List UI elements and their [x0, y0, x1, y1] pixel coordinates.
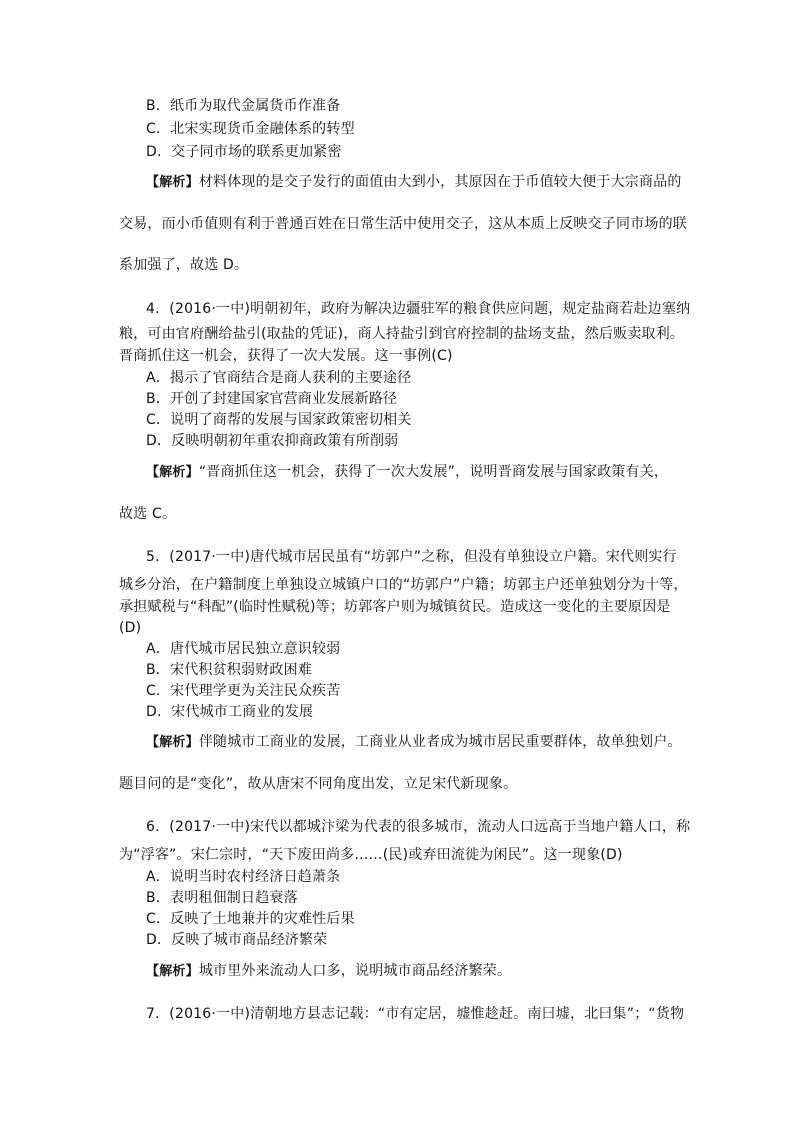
q6-analysis-line-1: 【解析】城市里外来流动人口多，说明城市商品经济繁荣。	[146, 963, 512, 979]
q4-option-b: B．开创了封建国家官营商业发展新路径	[146, 391, 398, 407]
q7-stem-line-1: 7．(2016·一中)清朝地方县志记载：“市有定居，墟惟趁赶。南曰墟，北曰集”；“货物	[146, 1006, 685, 1022]
q3-analysis-line-3: 系加强了，故选 D。	[119, 257, 249, 273]
q4-stem-line-2: 粮，可由官府酬给盐引(取盐的凭证)，商人持盐引到官府控制的盐场支盐，然后贩卖取利。	[119, 326, 685, 342]
q3-option-b: B．纸币为取代金属货币作准备	[146, 98, 341, 114]
q4-option-d: D．反映明朝初年重农抑商政策有所削弱	[146, 433, 399, 449]
q5-analysis-tag: 【解析】	[146, 735, 199, 750]
q6-stem-line-2: 为“浮客”。宋仁宗时，“天下废田尚多……(民)或弃田流徙为闲民”。这一现象(D)	[119, 847, 623, 863]
q6-option-b: B．表明租佃制日趋衰落	[146, 890, 298, 906]
q6-analysis-tag: 【解析】	[146, 964, 199, 979]
q5-stem-line-4: (D)	[119, 620, 142, 636]
q5-analysis-line-1: 【解析】伴随城市工商业的发展，工商业从业者成为城市居民重要群体，故单独划户。	[146, 734, 682, 750]
q4-stem-line-1: 4．(2016·一中)明朝初年，政府为解决边疆驻军的粮食供应问题，规定盐商若赴边塞纳	[146, 301, 691, 317]
q5-option-a: A．唐代城市居民独立意识较弱	[146, 641, 341, 657]
q4-analysis-line-2: 故选 C。	[119, 506, 177, 522]
q6-stem-line-1: 6．(2017·一中)宋代以都城汴梁为代表的很多城市，流动人口远高于当地户籍人口，称	[146, 819, 691, 835]
q4-analysis-line-1: 【解析】“晋商抓住这一机会，获得了一次大发展”，说明晋商发展与国家政策有关，	[146, 464, 669, 480]
q3-option-c: C．北宋实现货币金融体系的转型	[146, 121, 355, 137]
q4-option-c: C．说明了商帮的发展与国家政策密切相关	[146, 412, 412, 428]
q4-analysis-tag: 【解析】	[146, 465, 199, 480]
q5-option-d: D．宋代城市工商业的发展	[146, 704, 314, 720]
q6-option-d: D．反映了城市商品经济繁荣	[146, 932, 328, 948]
q5-option-c: C．宋代理学更为关注民众疾苦	[146, 683, 341, 699]
q5-stem-line-1: 5．(2017·一中)唐代城市居民虽有“坊郭户”之称，但没有单独设立户籍。宋代则实行	[146, 549, 677, 565]
q3-analysis-tag: 【解析】	[146, 175, 199, 190]
q3-analysis-line-1: 【解析】材料体现的是交子发行的面值由大到小，其原因在于币值较大便于大宗商品的	[146, 174, 682, 190]
q5-option-b: B．宋代积贫积弱财政困难	[146, 662, 313, 678]
q4-option-a: A．揭示了官商结合是商人获利的主要途径	[146, 370, 412, 386]
q3-analysis-line-2: 交易，而小币值则有利于普通百姓在日常生活中使用交子，这从本质上反映交子同市场的联	[119, 216, 687, 232]
q5-analysis-line-2: 题目问的是“变化”，故从唐宋不同角度出发，立足宋代新现象。	[119, 776, 518, 792]
q4-stem-line-3: 晋商抓住这一机会，获得了一次大发展。这一事例(C)	[119, 348, 453, 364]
q5-stem-line-2: 城乡分治，在户籍制度上单独设立城镇户口的“坊郭户”户籍；坊郭主户还单独划分为十等，	[119, 577, 688, 593]
q3-option-d: D．交子同市场的联系更加紧密	[146, 144, 342, 160]
q6-option-a: A．说明当时农村经济日趋萧条	[146, 869, 341, 885]
q5-stem-line-3: 承担赋税与“科配”(临时性赋税)等；坊郭客户则为城镇贫民。造成这一变化的主要原因是	[119, 599, 671, 615]
q6-option-c: C．反映了土地兼并的灾难性后果	[146, 911, 355, 927]
